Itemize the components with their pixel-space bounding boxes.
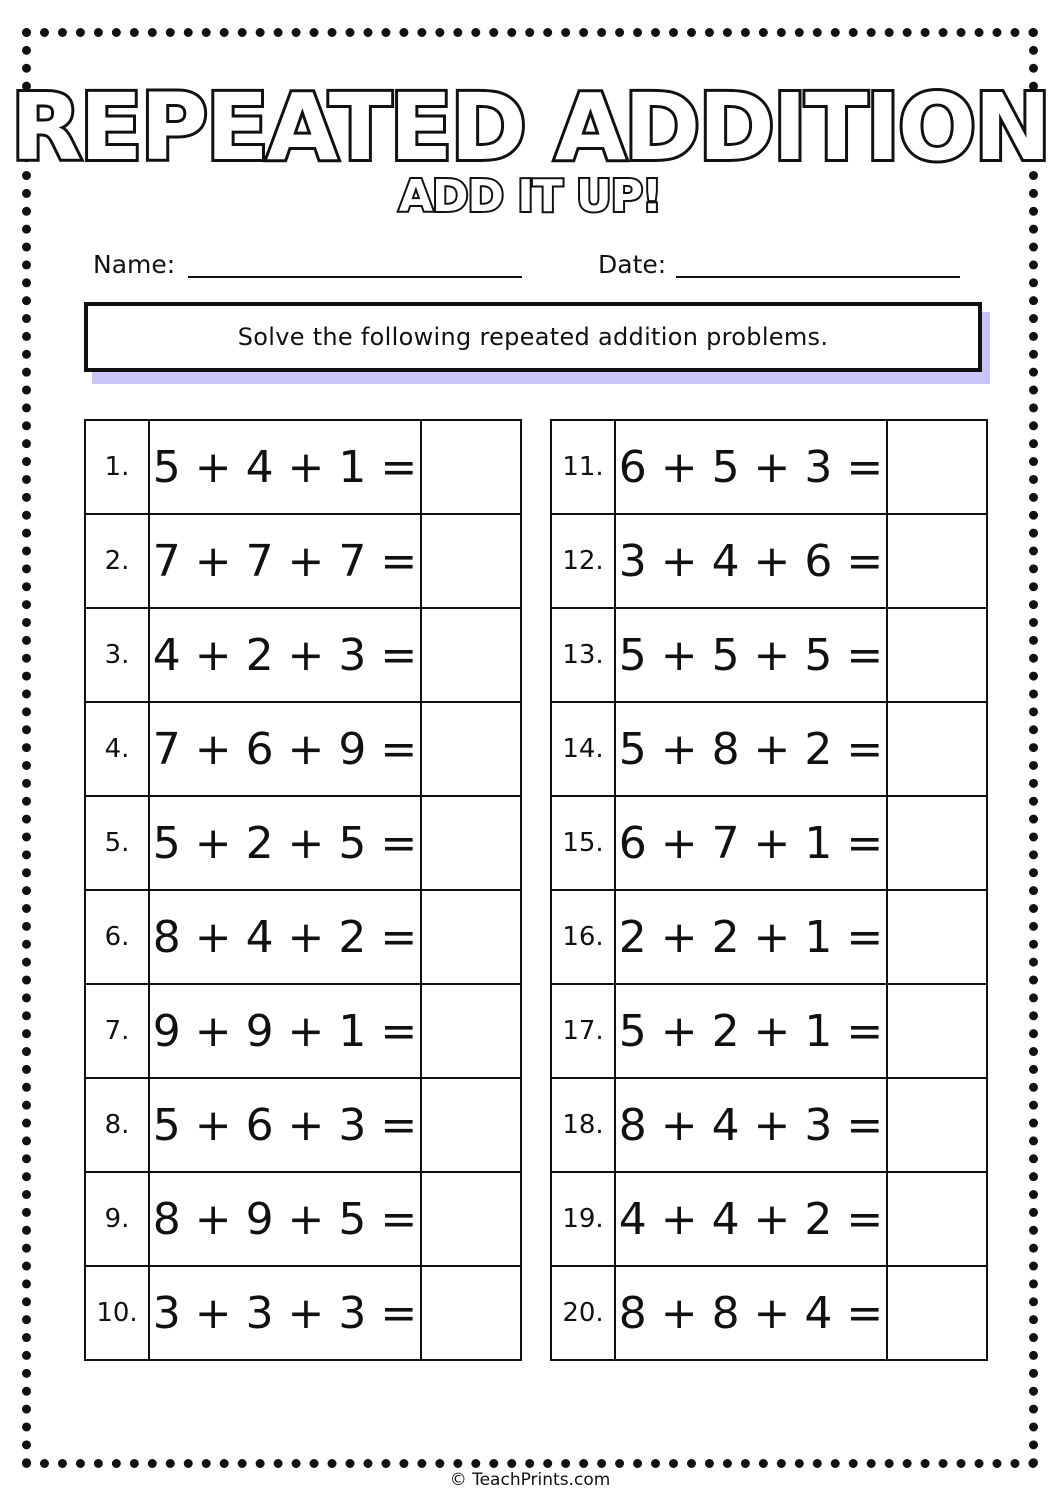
problem-number: 13. (551, 608, 615, 702)
copyright-footer: © TeachPrints.com (449, 1470, 611, 1490)
problem-expression: 7 + 6 + 9 = (149, 702, 421, 796)
problem-row (551, 514, 987, 608)
problem-number: 12. (551, 514, 615, 608)
problem-number: 15. (551, 796, 615, 890)
problem-row (551, 1078, 987, 1172)
problem-expression: 8 + 9 + 5 = (149, 1172, 421, 1266)
answer-box[interactable] (421, 420, 521, 514)
problem-row (85, 890, 521, 984)
problem-number: 14. (551, 702, 615, 796)
answer-box[interactable] (421, 608, 521, 702)
problem-number: 4. (85, 702, 149, 796)
problems-table-right (550, 419, 988, 1361)
problem-expression: 8 + 4 + 3 = (615, 1078, 887, 1172)
answer-box[interactable] (421, 1266, 521, 1360)
problem-row (85, 1266, 521, 1360)
problem-row (85, 1172, 521, 1266)
problem-expression: 3 + 3 + 3 = (149, 1266, 421, 1360)
problem-row (551, 1266, 987, 1360)
answer-box[interactable] (421, 796, 521, 890)
answer-box[interactable] (887, 1266, 987, 1360)
problem-row (85, 796, 521, 890)
problem-expression: 9 + 9 + 1 = (149, 984, 421, 1078)
problem-expression: 6 + 5 + 3 = (615, 420, 887, 514)
worksheet-title: REPEATED ADDITION (10, 74, 1050, 181)
problem-expression: 3 + 4 + 6 = (615, 514, 887, 608)
problem-expression: 6 + 7 + 1 = (615, 796, 887, 890)
problem-number: 6. (85, 890, 149, 984)
problem-row (85, 1078, 521, 1172)
problem-number: 8. (85, 1078, 149, 1172)
answer-box[interactable] (887, 1078, 987, 1172)
problem-number: 11. (551, 420, 615, 514)
answer-box[interactable] (421, 514, 521, 608)
answer-box[interactable] (421, 702, 521, 796)
problem-number: 10. (85, 1266, 149, 1360)
problem-expression: 4 + 2 + 3 = (149, 608, 421, 702)
problems-table-left (84, 419, 522, 1361)
problem-expression: 8 + 8 + 4 = (615, 1266, 887, 1360)
problem-expression: 7 + 7 + 7 = (149, 514, 421, 608)
problem-row (551, 796, 987, 890)
answer-box[interactable] (887, 702, 987, 796)
answer-box[interactable] (421, 1078, 521, 1172)
problem-row (85, 702, 521, 796)
problem-row (551, 890, 987, 984)
instructions-box (84, 302, 982, 372)
problem-row (85, 608, 521, 702)
answer-box[interactable] (887, 796, 987, 890)
instructions-text: Solve the following repeated addition problems. (237, 323, 829, 351)
answer-box[interactable] (887, 514, 987, 608)
answer-box[interactable] (887, 1172, 987, 1266)
answer-box[interactable] (887, 890, 987, 984)
problem-number: 5. (85, 796, 149, 890)
problem-number: 9. (85, 1172, 149, 1266)
problem-expression: 5 + 6 + 3 = (149, 1078, 421, 1172)
problem-expression: 5 + 2 + 1 = (615, 984, 887, 1078)
problem-expression: 5 + 4 + 1 = (149, 420, 421, 514)
problem-number: 2. (85, 514, 149, 608)
problem-number: 18. (551, 1078, 615, 1172)
problem-number: 19. (551, 1172, 615, 1266)
problem-expression: 5 + 5 + 5 = (615, 608, 887, 702)
problem-number: 20. (551, 1266, 615, 1360)
problem-row (85, 984, 521, 1078)
date-label: Date: (598, 250, 667, 279)
problem-expression: 5 + 2 + 5 = (149, 796, 421, 890)
answer-box[interactable] (421, 984, 521, 1078)
answer-box[interactable] (887, 420, 987, 514)
worksheet-subtitle: ADD IT UP! (398, 171, 662, 222)
problem-number: 1. (85, 420, 149, 514)
problem-row (85, 514, 521, 608)
problem-number: 3. (85, 608, 149, 702)
problem-expression: 2 + 2 + 1 = (615, 890, 887, 984)
problem-expression: 8 + 4 + 2 = (149, 890, 421, 984)
problem-row (551, 420, 987, 514)
name-line[interactable] (188, 276, 522, 278)
date-line[interactable] (676, 276, 960, 278)
problem-row (551, 1172, 987, 1266)
problem-row (551, 608, 987, 702)
name-label: Name: (93, 250, 176, 279)
problem-row (551, 984, 987, 1078)
problem-number: 17. (551, 984, 615, 1078)
answer-box[interactable] (887, 984, 987, 1078)
problem-number: 16. (551, 890, 615, 984)
problem-number: 7. (85, 984, 149, 1078)
problem-row (551, 702, 987, 796)
problem-expression: 5 + 8 + 2 = (615, 702, 887, 796)
problem-expression: 4 + 4 + 2 = (615, 1172, 887, 1266)
problem-row (85, 420, 521, 514)
answer-box[interactable] (421, 1172, 521, 1266)
answer-box[interactable] (421, 890, 521, 984)
answer-box[interactable] (887, 608, 987, 702)
